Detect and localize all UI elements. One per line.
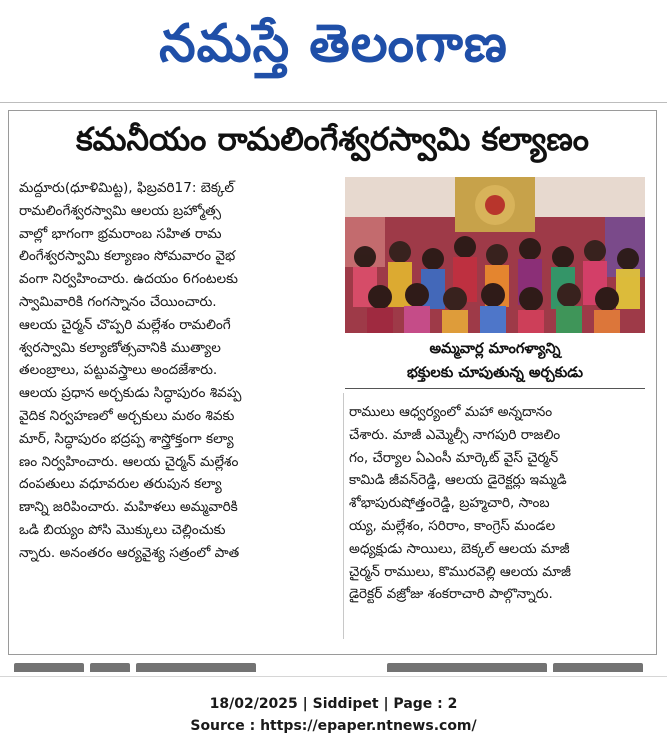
text-line: య్య, మల్లేశం, సరిరాం, కాంగ్రెస్ మండల <box>349 517 556 534</box>
text-line: తలంబ్రాలు, పట్టువస్త్రాలు అందజేశారు. <box>19 362 218 379</box>
text-line: ఆలయ ప్రధాన అర్చకుడు సిద్ధాపురం శివప్ప <box>19 385 242 402</box>
source-footer <box>0 676 667 753</box>
text-line: డైరెక్టర్ వజ్రోజు శంకరాచారి పాల్గొన్నారు. <box>349 586 553 603</box>
article-photo <box>345 177 645 333</box>
article-clipping <box>8 110 657 655</box>
text-line: స్వామివారికి గంగస్నానం చేయించారు. <box>19 293 217 310</box>
crowd-photo-illustration <box>345 177 645 333</box>
text-line: శోభాపురుషోత్తంరెడ్డి, బ్రహ్మచారి, సాంబ <box>349 495 550 512</box>
caption-line: అమ్మవార్ల మాంగళ్యాన్ని <box>429 340 561 357</box>
footer-source-link[interactable]: Source : https://epaper.ntnews.com/ <box>190 718 477 734</box>
masthead <box>0 0 667 100</box>
text-line: వాల్లో భాగంగా భ్రమరాంబ సహిత రామ <box>19 225 222 242</box>
cut-off-next-article <box>14 660 654 672</box>
text-line: రాములు ఆధ్వర్యంలో మహా అన్నదానం <box>349 404 553 420</box>
caption-line: భక్తులకు చూపుతున్న అర్చకుడు <box>406 364 584 381</box>
text-line: చైర్మన్ రాములు, కొమురవెల్లి ఆలయ మాజీ <box>349 563 571 580</box>
article-left-column <box>19 177 341 565</box>
text-line: శ్వరస్వామి కల్యాణోత్సవానికి ముత్యాల <box>19 339 221 356</box>
text-line: ఒడి బియ్యం పోసి మొక్కులు చెల్లించుకు <box>19 521 226 538</box>
footer-date-page: 18/02/2025 | Siddipet | Page : 2 <box>209 696 458 712</box>
text-line: అధ్యక్షుడు సాయిలు, బెక్కల్ ఆలయ మాజీ <box>349 540 570 557</box>
text-line: చేశారు. మాజీ ఎమ్మెల్సీ నాగపురి రాజలిం <box>349 426 561 443</box>
column-divider <box>343 393 344 639</box>
text-line: మద్దూరు(ధూళిమిట్ట), ఫిబ్రవరి17: బెక్కల్ <box>19 180 235 196</box>
text-line: దంపతులు వధూవరుల తరుపున కల్యా <box>19 476 222 493</box>
article-right-column <box>349 401 647 606</box>
text-line: రామలింగేశ్వరస్వామి ఆలయ బ్రహ్మోత్స <box>19 202 221 219</box>
text-line: ణాన్ని జరిపించారు. మహిళలు అమ్మవారికి <box>19 499 238 516</box>
text-line: వైదిక నిర్వహణలో అర్చకులు మఠం శివకు <box>19 407 235 424</box>
text-line: కామిడి జీవన్‌రెడ్డి, ఆలయ డైరెక్టర్లు ఇమ్మడి <box>349 472 567 489</box>
text-line: మార్, సిద్ధాపురం భద్రప్ప శాస్త్రోక్తంగా కల్యా <box>19 430 234 447</box>
text-line: ఆలయ చైర్మన్ చొప్పరి మల్లేశం రామలింగే <box>19 316 231 333</box>
text-line: న్నారు. అనంతరం ఆర్యవైశ్య సత్రంలో పాత <box>19 544 240 561</box>
newspaper-logo-title: నమస్తే తెలంగాణ <box>159 13 508 74</box>
article-headline: కమనీయం రామలింగేశ్వరస్వామి కల్యాణం <box>75 120 590 158</box>
text-line: ణం నిర్వహించారు. ఆలయ చైర్మన్ మల్లేశం <box>19 453 239 470</box>
text-line: లింగేశ్వరస్వామి కల్యాణం సోమవారం వైభ <box>19 248 236 265</box>
text-line: గం, చేర్యాల ఏఎంసీ మార్కెట్ వైస్ చైర్మన్ <box>349 449 559 466</box>
photo-caption <box>345 333 645 389</box>
text-line: వంగా నిర్వహించారు. ఉదయం 6గంటలకు <box>19 271 238 288</box>
masthead-divider <box>0 102 667 103</box>
